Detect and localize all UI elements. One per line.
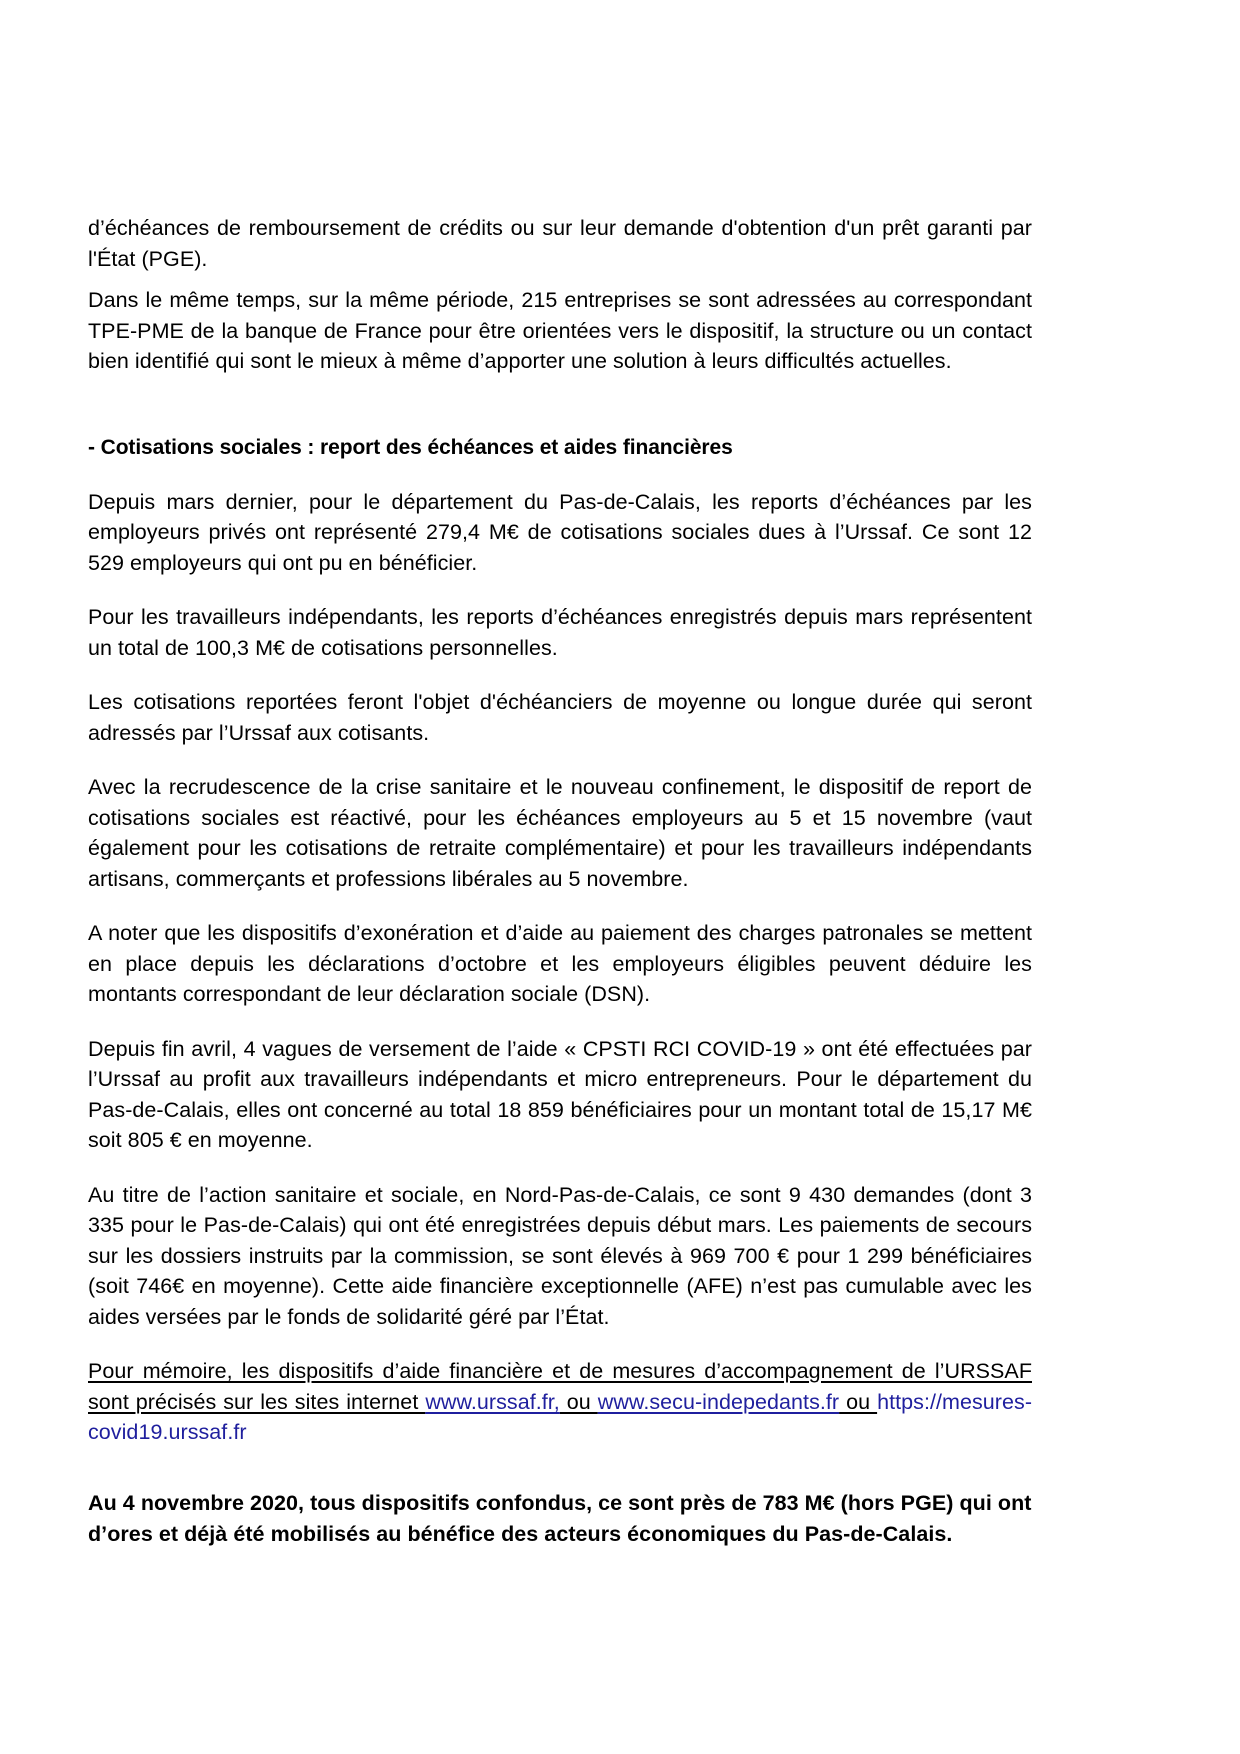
- memo-separator-1: ou: [559, 1389, 598, 1414]
- link-urssaf-fr[interactable]: www.urssaf.fr,: [425, 1389, 560, 1414]
- spacer: [88, 1448, 1032, 1488]
- paragraph-reactivated-deferral: Avec la recrudescence de la crise sanitaire et le nouveau confinement, le dispositif de report de cotisations sociales est réactivé, pour les échéances employeurs au 5 et 15 novembre (vaut également pour les cotisations de retraite complémentaire) et pour les travailleurs indépendants artisans, commerçants et professions libérales au 5 novembre.: [88, 775, 1032, 891]
- paragraph-credit-deferral: d’échéances de remboursement de crédits ou sur leur demande d'obtention d'un prêt garanti par l'État (PGE).: [88, 216, 1032, 271]
- spacer: [88, 1332, 1032, 1356]
- spacer: [88, 377, 1032, 433]
- spacer: [88, 463, 1032, 487]
- spacer: [88, 663, 1032, 687]
- memo-lead-text: Pour mémoire, les dispositifs d’aide financière et de mesures d’accompagnement de l’URSSAF sont précisés sur les sites internet: [88, 1359, 1032, 1414]
- paragraph-independent-workers: Pour les travailleurs indépendants, les reports d’échéances enregistrés depuis mars représentent un total de 100,3 M€ de cotisations personnelles.: [88, 605, 1032, 660]
- memo-separator-2: ou: [839, 1389, 878, 1414]
- paragraph-employer-deferrals: Depuis mars dernier, pour le département du Pas-de-Calais, les reports d’échéances par les employeurs privés ont représenté 279,4 M€ de cotisations sociales dues à l’Urssaf. Ce sont 12 529 employeurs qui ont pu en bénéficier.: [88, 489, 1032, 575]
- paragraph-exoneration-aid: A noter que les dispositifs d’exonération et d’aide au paiement des charges patronales se mettent en place depuis les déclarations d’octobre et les employeurs éligibles peuvent déduire les montants correspondant de leur déclaration sociale (DSN).: [88, 921, 1032, 1006]
- spacer: [88, 274, 1032, 285]
- paragraph-closing-total-mobilised: Au 4 novembre 2020, tous dispositifs confondus, ce sont près de 783 M€ (hors PGE) qui ont d’ores et déjà été mobilisés au bénéfice des acteurs économiques du Pas-de-Calais.: [88, 1490, 1032, 1546]
- section-heading-cotisations-sociales: - Cotisations sociales : report des échéances et aides financières: [88, 435, 733, 459]
- spacer: [88, 894, 1032, 918]
- paragraph-payment-schedules: Les cotisations reportées feront l'objet d'échéanciers de moyenne ou longue durée qui seront adressés par l’Urssaf aux cotisants.: [88, 690, 1032, 745]
- document-body: [88, 213, 1032, 1550]
- paragraph-memo-links: [88, 1356, 1032, 1448]
- link-secu-indepedants-fr[interactable]: www.secu-indepedants.fr: [597, 1389, 840, 1414]
- paragraph-cpsti-rci-covid19: Depuis fin avril, 4 vagues de versement de l’aide « CPSTI RCI COVID-19 » ont été effectuées par l’Urssaf au profit aux travailleurs indépendants et micro entrepreneurs. Pour le département du Pas-de-Calais, elles ont concerné au total 18 859 bénéficiaires pour un montant total de 15,17 M€ soit 805 € en moyenne.: [88, 1036, 1032, 1152]
- spacer: [88, 1010, 1032, 1034]
- paragraph-tpe-pme-correspondent: Dans le même temps, sur la même période, 215 entreprises se sont adressées au correspondant TPE-PME de la banque de France pour être orientées vers le dispositif, la structure ou un contact bien identifié qui sont le mieux à même d’apporter une solution à leurs difficultés actuelles.: [88, 288, 1032, 373]
- spacer: [88, 578, 1032, 602]
- spacer: [88, 1156, 1032, 1180]
- paragraph-action-sanitaire-sociale: Au titre de l’action sanitaire et sociale, en Nord-Pas-de-Calais, ce sont 9 430 demandes (dont 3 335 pour le Pas-de-Calais) qui ont été enregistrées depuis début mars. Les paiements de secours sur les dossiers instruits par la commission, se sont élevés à 969 700 € pour 1 299 bénéficiaires (soit 746€ en moyenne). Cette aide financière exceptionnelle (AFE) n’est pas cumulable avec les aides versées par le fonds de solidarité géré par l’État.: [88, 1182, 1032, 1329]
- spacer: [88, 748, 1032, 772]
- link-mesures-covid19-urssaf-fr[interactable]: https://mesures-covid19.urssaf.fr: [88, 1389, 1033, 1444]
